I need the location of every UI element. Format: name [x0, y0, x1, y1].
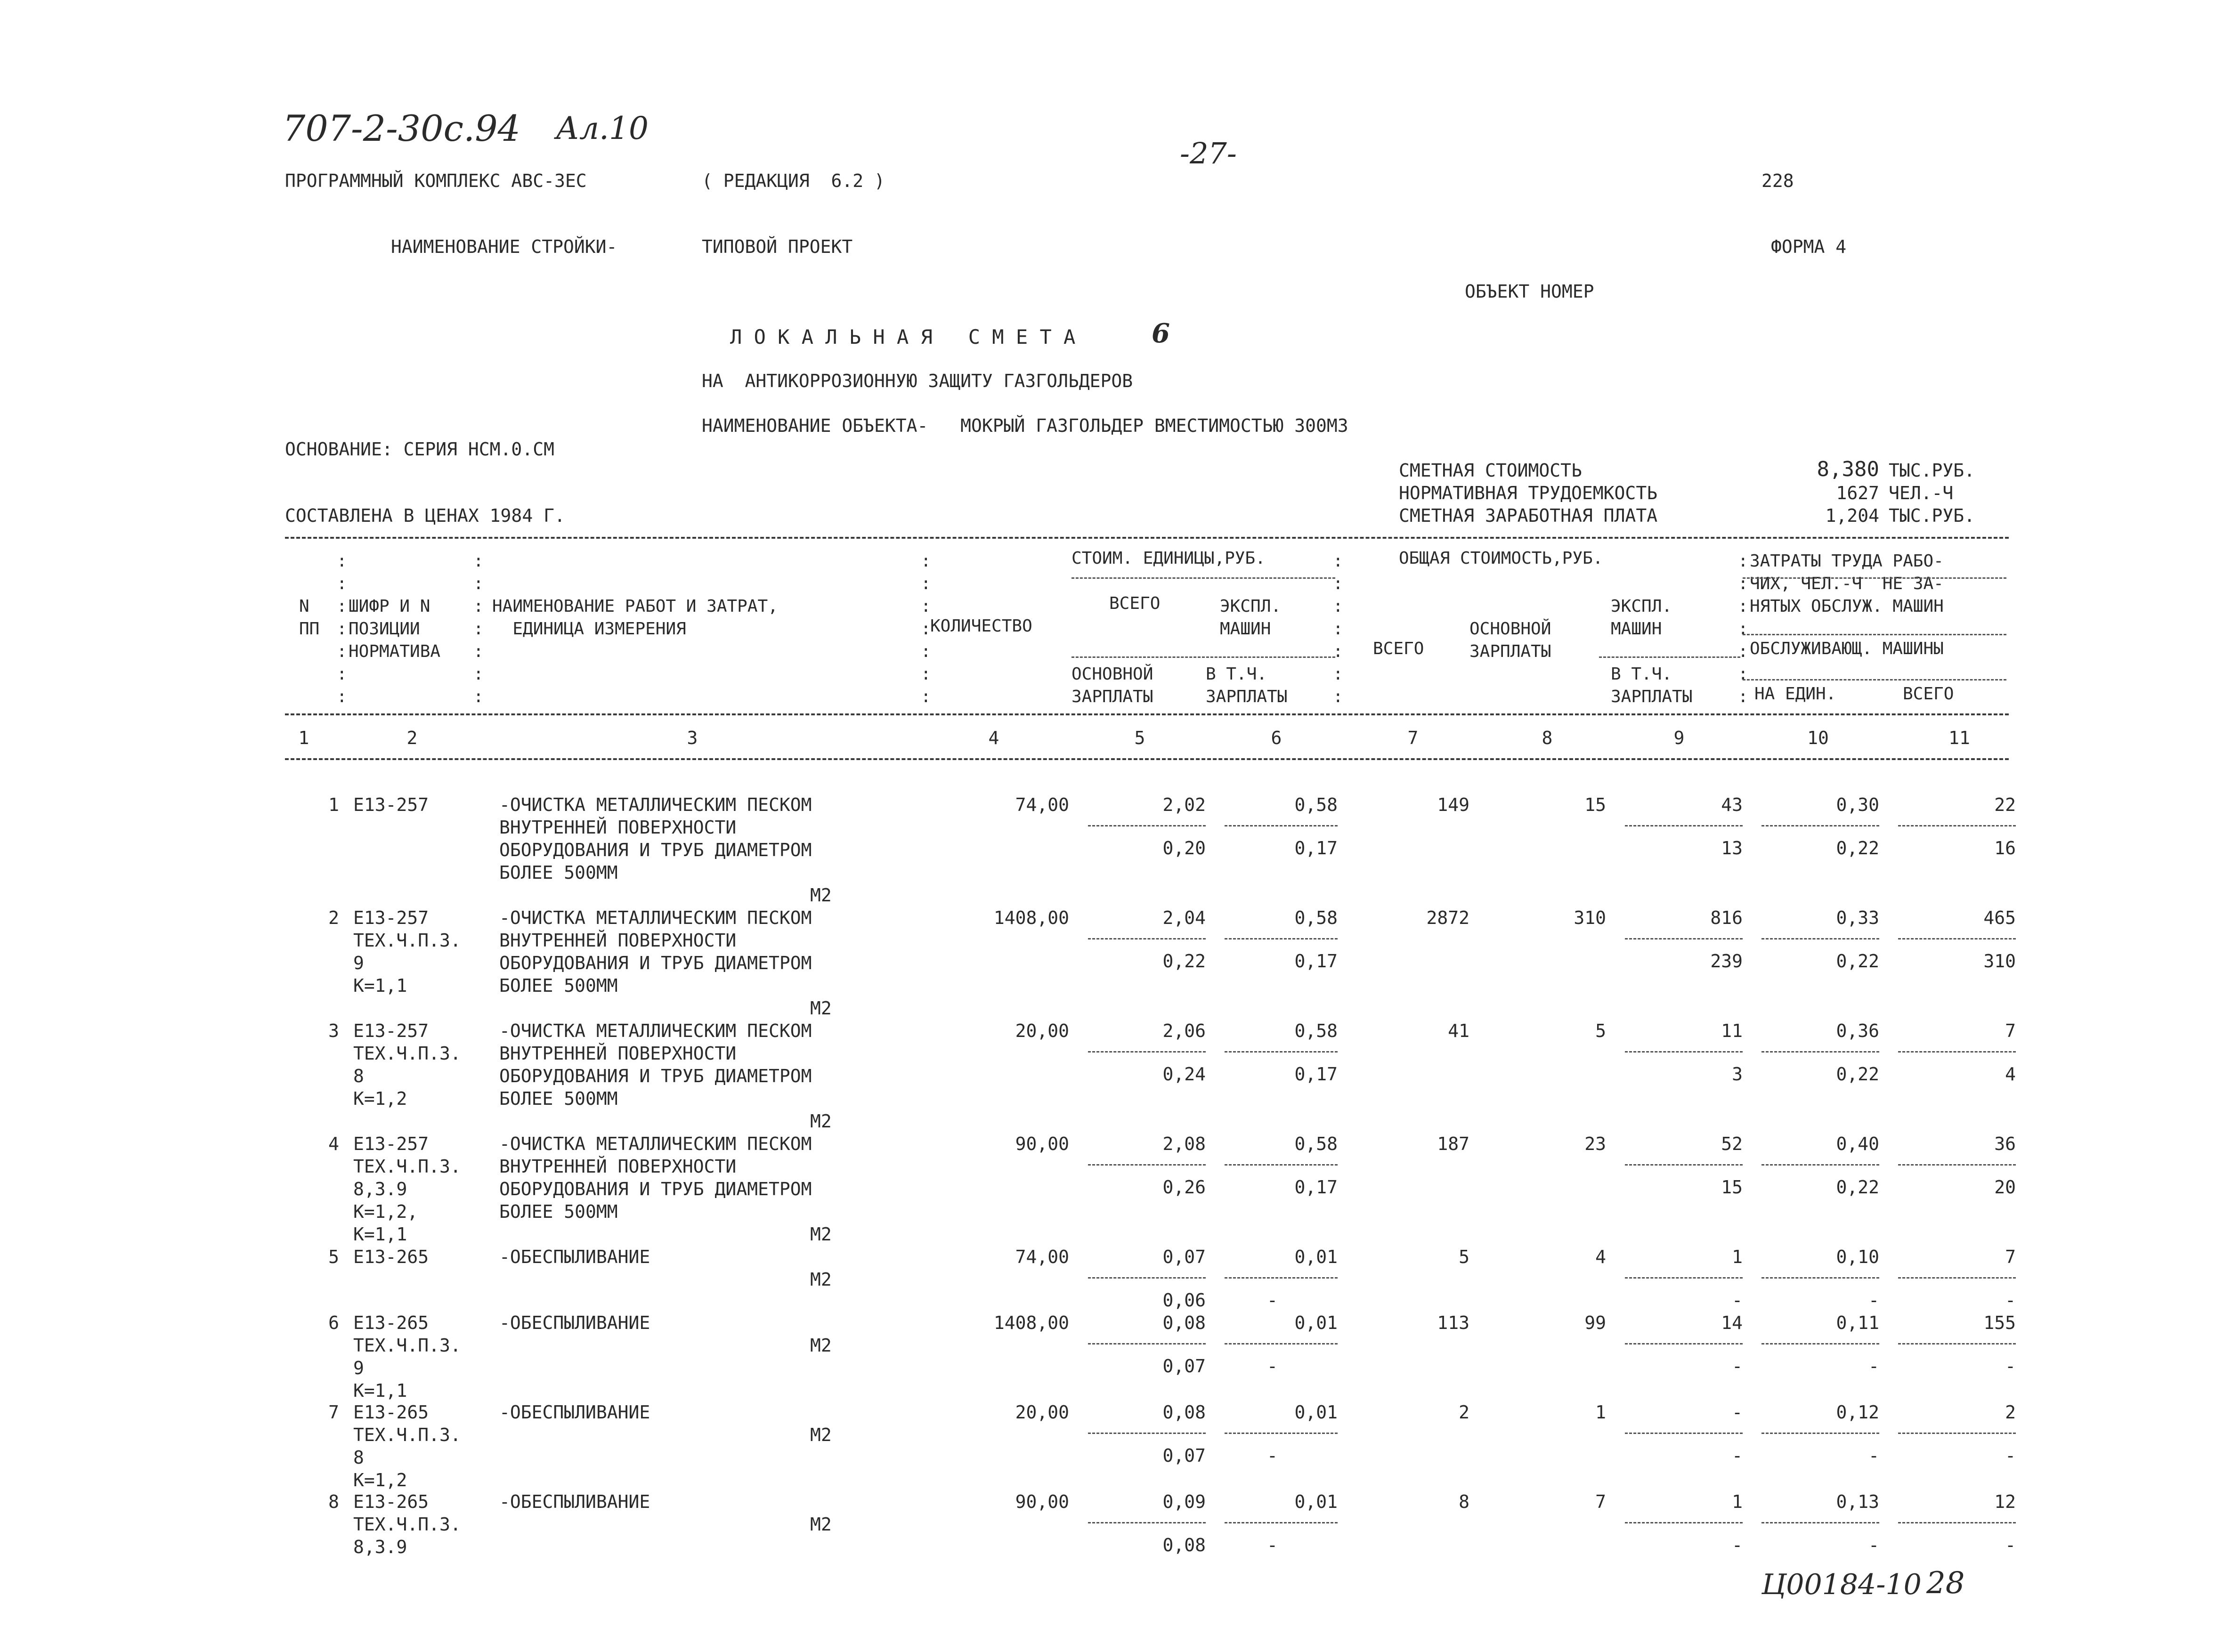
- basis: ОСНОВАНИЕ: СЕРИЯ НСМ.0.СМ: [285, 439, 554, 460]
- labor-total-header: ВСЕГО: [1903, 684, 1954, 704]
- row-c5-wages: 0,26: [1162, 1177, 1206, 1198]
- colon-dividers: : : : : : : :: [473, 551, 484, 706]
- row-number: 7: [328, 1402, 339, 1423]
- unit-cost-group-header: СТОИМ. ЕДИНИЦЫ,РУБ.: [1071, 549, 1266, 568]
- col-number: 5: [1134, 728, 1145, 748]
- unit-cost-subrule: [1071, 577, 1335, 579]
- row-unit: М2: [810, 1335, 832, 1356]
- row-c10-wages: 0,22: [1836, 1064, 1879, 1085]
- row-code: Е13-257: [353, 907, 429, 928]
- row-quantity: 20,00: [1015, 1020, 1069, 1041]
- row-c9: 14: [1721, 1312, 1743, 1333]
- summary-label-labor: НОРМАТИВНАЯ ТРУДОЕМКОСТЬ: [1399, 483, 1658, 503]
- row-c6: 0,58: [1294, 1134, 1338, 1154]
- handwritten-code: 707-2-30с.94: [283, 107, 520, 149]
- cell-divider: [1088, 1164, 1206, 1166]
- row-unit: М2: [810, 1111, 832, 1132]
- col-number: 9: [1673, 728, 1685, 748]
- col-qty-header: КОЛИЧЕСТВО: [930, 616, 1032, 636]
- row-c8: 99: [1584, 1312, 1606, 1333]
- row-c10-wages: 0,22: [1836, 951, 1879, 972]
- unit-incl-header: В Т.Ч. ЗАРПЛАТЫ: [1206, 664, 1288, 706]
- cell-divider: [1225, 1433, 1338, 1434]
- row-c11: 465: [1983, 907, 2016, 928]
- row-c9-wages: 239: [1710, 951, 1743, 972]
- row-c9-wages: 15: [1721, 1177, 1743, 1198]
- footer-page: 28: [1926, 1566, 1965, 1601]
- row-c5-wages: 0,22: [1162, 951, 1206, 972]
- row-quantity: 1408,00: [993, 1312, 1069, 1333]
- row-code: К=1,2,: [353, 1201, 418, 1222]
- colon-dividers: : : : : : : :: [1738, 551, 1748, 706]
- cell-divider: [1225, 1343, 1338, 1344]
- row-c6: 0,58: [1294, 907, 1338, 928]
- row-c9-wages: -: [1732, 1356, 1743, 1377]
- row-code: 8: [353, 1447, 364, 1468]
- construction-label: НАИМЕНОВАНИЕ СТРОЙКИ-: [391, 236, 617, 257]
- summary-unit-wages: ТЫС.РУБ.: [1889, 505, 1975, 526]
- row-code: К=1,1: [353, 975, 407, 996]
- row-code: Е13-257: [353, 1020, 429, 1041]
- row-code: К=1,2: [353, 1470, 407, 1490]
- row-c10-wages: -: [1868, 1356, 1879, 1377]
- col-number: 3: [687, 728, 698, 748]
- row-name: ВНУТРЕННЕЙ ПОВЕРХНОСТИ: [499, 930, 737, 951]
- object-number: ОБЪЕКТ НОМЕР: [1465, 281, 1594, 302]
- row-code: 8,3.9: [353, 1179, 407, 1199]
- labor-machines-header: ОБСЛУЖИВАЮЩ. МАШИНЫ: [1750, 639, 1944, 658]
- estimate-number: 6: [1152, 318, 1170, 349]
- row-c11: 12: [1994, 1491, 2016, 1512]
- row-c11-wages: 4: [2005, 1064, 2016, 1085]
- row-c9: 52: [1721, 1134, 1743, 1154]
- row-unit: М2: [810, 1224, 832, 1245]
- cell-divider: [1088, 938, 1206, 939]
- row-c11: 36: [1994, 1134, 2016, 1154]
- col-code-header: ШИФР И N ПОЗИЦИИ НОРМАТИВА: [349, 597, 441, 661]
- row-c10-wages: -: [1868, 1445, 1879, 1466]
- row-c7: 8: [1459, 1491, 1469, 1512]
- row-name: ОБОРУДОВАНИЯ И ТРУБ ДИАМЕТРОМ: [499, 840, 812, 860]
- row-c8: 1: [1595, 1402, 1606, 1423]
- estimate-subject: НА АНТИКОРРОЗИОННУЮ ЗАЩИТУ ГАЗГОЛЬДЕРОВ: [702, 371, 1133, 391]
- cell-divider: [1761, 1343, 1879, 1344]
- row-c6: 0,01: [1294, 1402, 1338, 1423]
- row-name: -ОБЕСПЫЛИВАНИЕ: [499, 1312, 650, 1333]
- total-wages-header: ОСНОВНОЙ ЗАРПЛАТЫ: [1469, 619, 1551, 661]
- row-c9-wages: -: [1732, 1535, 1743, 1555]
- row-c9: 816: [1710, 907, 1743, 928]
- header-rule-bottom: [285, 713, 2009, 715]
- cell-divider: [1761, 1051, 1879, 1053]
- row-code: 8,3.9: [353, 1537, 407, 1557]
- row-c9: 1: [1732, 1491, 1743, 1512]
- summary-value-wages: 1,204: [1825, 505, 1879, 526]
- row-c10: 0,30: [1836, 794, 1879, 815]
- row-name: -ОБЕСПЫЛИВАНИЕ: [499, 1402, 650, 1423]
- row-c10-wages: 0,22: [1836, 838, 1879, 858]
- col-n-header: N ПП: [299, 597, 320, 639]
- row-name: -ОЧИСТКА МЕТАЛЛИЧЕСКИМ ПЕСКОМ: [499, 794, 812, 815]
- row-name: -ОБЕСПЫЛИВАНИЕ: [499, 1247, 650, 1267]
- row-name: БОЛЕЕ 500ММ: [499, 862, 618, 883]
- colon-dividers: : : : : : : :: [1333, 551, 1343, 706]
- cell-divider: [1225, 825, 1338, 826]
- row-c7: 2: [1459, 1402, 1469, 1423]
- row-code: Е13-257: [353, 1134, 429, 1154]
- row-c9-wages: -: [1732, 1445, 1743, 1466]
- col-number: 8: [1542, 728, 1553, 748]
- row-quantity: 74,00: [1015, 1247, 1069, 1267]
- summary-value-cost: 8,380: [1817, 457, 1879, 481]
- row-c7: 113: [1437, 1312, 1469, 1333]
- summary-unit-cost: ТЫС.РУБ.: [1889, 460, 1975, 481]
- cell-divider: [1625, 1343, 1743, 1344]
- edition: ( РЕДАКЦИЯ 6.2 ): [702, 170, 885, 191]
- total-machines-subrule: [1599, 656, 1740, 658]
- row-c8: 23: [1584, 1134, 1606, 1154]
- row-c6: 0,58: [1294, 1020, 1338, 1041]
- row-number: 1: [328, 794, 339, 815]
- cell-divider: [1898, 1164, 2016, 1166]
- row-name: -ОБЕСПЫЛИВАНИЕ: [499, 1491, 650, 1512]
- row-number: 4: [328, 1134, 339, 1154]
- handwritten-sheet: Ал.10: [556, 110, 649, 146]
- cell-divider: [1225, 938, 1338, 939]
- row-code: ТЕХ.Ч.П.3.: [353, 1335, 461, 1356]
- row-c6-wages: -: [1267, 1445, 1278, 1466]
- cell-divider: [1898, 1433, 2016, 1434]
- cell-divider: [1225, 1277, 1338, 1279]
- row-c7: 41: [1448, 1020, 1469, 1041]
- row-code: К=1,1: [353, 1380, 407, 1401]
- row-c11-wages: 310: [1983, 951, 2016, 972]
- row-name: -ОЧИСТКА МЕТАЛЛИЧЕСКИМ ПЕСКОМ: [499, 1134, 812, 1154]
- row-name: ВНУТРЕННЕЙ ПОВЕРХНОСТИ: [499, 817, 737, 838]
- row-name: ОБОРУДОВАНИЯ И ТРУБ ДИАМЕТРОМ: [499, 1066, 812, 1086]
- object-name: НАИМЕНОВАНИЕ ОБЪЕКТА- МОКРЫЙ ГАЗГОЛЬДЕР ВМЕСТИМОСТЬЮ 300М3: [702, 415, 1348, 436]
- col-number: 11: [1948, 728, 1970, 748]
- row-code: 9: [353, 953, 364, 973]
- row-c7: 149: [1437, 794, 1469, 815]
- row-c10: 0,13: [1836, 1491, 1879, 1512]
- total-incl-header: В Т.Ч. ЗАРПЛАТЫ: [1611, 664, 1693, 706]
- row-c6-wages: 0,17: [1294, 1064, 1338, 1085]
- row-quantity: 90,00: [1015, 1134, 1069, 1154]
- cell-divider: [1761, 938, 1879, 939]
- row-c6-wages: 0,17: [1294, 838, 1338, 858]
- row-code: ТЕХ.Ч.П.3.: [353, 1514, 461, 1535]
- row-quantity: 20,00: [1015, 1402, 1069, 1423]
- colon-dividers: : : : : : : :: [921, 551, 931, 706]
- unit-wages-header: ОСНОВНОЙ ЗАРПЛАТЫ: [1071, 664, 1153, 706]
- cell-divider: [1625, 1164, 1743, 1166]
- row-c9: 43: [1721, 794, 1743, 815]
- row-c9: -: [1732, 1402, 1743, 1423]
- cell-divider: [1088, 1277, 1206, 1279]
- row-code: ТЕХ.Ч.П.3.: [353, 930, 461, 951]
- row-code: Е13-265: [353, 1312, 429, 1333]
- row-c7: 5: [1459, 1247, 1469, 1267]
- col-number: 7: [1407, 728, 1419, 748]
- row-c8: 15: [1584, 794, 1606, 815]
- row-c10-wages: 0,22: [1836, 1177, 1879, 1198]
- row-code: 8: [353, 1066, 364, 1086]
- row-c10: 0,10: [1836, 1247, 1879, 1267]
- row-c6: 0,01: [1294, 1491, 1338, 1512]
- cell-divider: [1088, 1522, 1206, 1523]
- cell-divider: [1088, 1051, 1206, 1053]
- row-c10: 0,11: [1836, 1312, 1879, 1333]
- col-number: 6: [1271, 728, 1282, 748]
- row-unit: М2: [810, 1514, 832, 1535]
- row-name: ОБОРУДОВАНИЯ И ТРУБ ДИАМЕТРОМ: [499, 1179, 812, 1199]
- row-quantity: 74,00: [1015, 794, 1069, 815]
- row-name: ВНУТРЕННЕЙ ПОВЕРХНОСТИ: [499, 1156, 737, 1177]
- row-quantity: 90,00: [1015, 1491, 1069, 1512]
- summary-value-labor: 1627: [1836, 483, 1879, 503]
- row-c5: 2,02: [1162, 794, 1206, 815]
- row-code: 9: [353, 1358, 364, 1378]
- summary-unit-labor: ЧЕЛ.-Ч: [1889, 483, 1954, 503]
- cell-divider: [1761, 1522, 1879, 1523]
- row-c5-wages: 0,08: [1162, 1535, 1206, 1555]
- row-code: ТЕХ.Ч.П.3.: [353, 1425, 461, 1445]
- row-name: ОБОРУДОВАНИЯ И ТРУБ ДИАМЕТРОМ: [499, 953, 812, 973]
- prices-note: СОСТАВЛЕНА В ЦЕНАХ 1984 Г.: [285, 505, 565, 526]
- row-c8: 5: [1595, 1020, 1606, 1041]
- row-code: К=1,2: [353, 1088, 407, 1109]
- row-c5: 2,04: [1162, 907, 1206, 928]
- row-c5: 2,08: [1162, 1134, 1206, 1154]
- estimate-title: Л О К А Л Ь Н А Я С М Е Т А: [730, 325, 1076, 348]
- unit-machines-header: ЭКСПЛ. МАШИН: [1220, 597, 1282, 639]
- row-c10: 0,12: [1836, 1402, 1879, 1423]
- row-code: ТЕХ.Ч.П.3.: [353, 1156, 461, 1177]
- row-c11-wages: -: [2005, 1290, 2016, 1311]
- row-c5-wages: 0,06: [1162, 1290, 1206, 1311]
- cell-divider: [1898, 1522, 2016, 1523]
- unit-total-header: ВСЕГО: [1109, 594, 1161, 613]
- row-c5: 0,08: [1162, 1402, 1206, 1423]
- row-c6-wages: -: [1267, 1356, 1278, 1377]
- row-name: ВНУТРЕННЕЙ ПОВЕРХНОСТИ: [499, 1043, 737, 1064]
- cell-divider: [1761, 1277, 1879, 1279]
- cell-divider: [1225, 1051, 1338, 1053]
- col-number: 2: [406, 728, 418, 748]
- labor-subrule-3: [1743, 679, 2006, 680]
- row-code: К=1,1: [353, 1224, 407, 1245]
- unit-cost-subrule-2: [1071, 656, 1335, 658]
- col-number: 1: [298, 728, 309, 748]
- header-rule-top: [285, 537, 2009, 539]
- cell-divider: [1625, 1522, 1743, 1523]
- row-c9-wages: 13: [1721, 838, 1743, 858]
- row-c11-wages: -: [2005, 1356, 2016, 1377]
- cell-divider: [1088, 825, 1206, 826]
- row-number: 3: [328, 1020, 339, 1041]
- row-c5: 0,07: [1162, 1247, 1206, 1267]
- row-c9: 1: [1732, 1247, 1743, 1267]
- row-unit: М2: [810, 1425, 832, 1445]
- row-number: 8: [328, 1491, 339, 1512]
- cell-divider: [1898, 1051, 2016, 1053]
- row-c6-wages: -: [1267, 1535, 1278, 1555]
- row-c7: 187: [1437, 1134, 1469, 1154]
- row-unit: М2: [810, 1269, 832, 1290]
- cell-divider: [1761, 1164, 1879, 1166]
- row-c11: 22: [1994, 794, 2016, 815]
- program-name: ПРОГРАММНЫЙ КОМПЛЕКС АВС-3ЕС: [285, 170, 587, 191]
- row-c5: 2,06: [1162, 1020, 1206, 1041]
- row-code: Е13-265: [353, 1247, 429, 1267]
- cell-divider: [1898, 1343, 2016, 1344]
- cell-divider: [1761, 825, 1879, 826]
- row-c8: 4: [1595, 1247, 1606, 1267]
- row-number: 2: [328, 907, 339, 928]
- col-name-header: НАИМЕНОВАНИЕ РАБОТ И ЗАТРАТ, ЕДИНИЦА ИЗМЕРЕНИЯ: [492, 597, 778, 639]
- row-c6-wages: 0,17: [1294, 1177, 1338, 1198]
- row-c11: 7: [2005, 1247, 2016, 1267]
- row-unit: М2: [810, 998, 832, 1019]
- footer-stamp: Ц00184-10: [1761, 1568, 1922, 1601]
- cell-divider: [1898, 938, 2016, 939]
- row-c9: 11: [1721, 1020, 1743, 1041]
- row-c5-wages: 0,24: [1162, 1064, 1206, 1085]
- form-label: ФОРМА 4: [1771, 236, 1847, 257]
- row-name: БОЛЕЕ 500ММ: [499, 1088, 618, 1109]
- labor-subrule-2: [1743, 634, 2006, 635]
- row-c5-wages: 0,07: [1162, 1356, 1206, 1377]
- row-code: Е13-265: [353, 1402, 429, 1423]
- labor-group-header: ЗАТРАТЫ ТРУДА РАБО- ЧИХ, ЧЕЛ.-Ч НЕ ЗА- НЯТЫХ ОБСЛУЖ. МАШИН: [1750, 551, 1944, 616]
- col-number: 10: [1807, 728, 1829, 748]
- cell-divider: [1625, 938, 1743, 939]
- total-machines-header: ЭКСПЛ. МАШИН: [1611, 597, 1672, 639]
- col-number: 4: [988, 728, 999, 748]
- row-c6-wages: -: [1267, 1290, 1278, 1311]
- cell-divider: [1625, 1433, 1743, 1434]
- row-c11: 2: [2005, 1402, 2016, 1423]
- row-c11-wages: -: [2005, 1445, 2016, 1466]
- summary-label-cost: СМЕТНАЯ СТОИМОСТЬ: [1399, 460, 1582, 481]
- row-code: Е13-257: [353, 794, 429, 815]
- row-code: Е13-265: [353, 1491, 429, 1512]
- construction-value: ТИПОВОЙ ПРОЕКТ: [702, 236, 853, 257]
- row-c5-wages: 0,07: [1162, 1445, 1206, 1466]
- cell-divider: [1225, 1522, 1338, 1523]
- row-code: ТЕХ.Ч.П.3.: [353, 1043, 461, 1064]
- row-c6: 0,58: [1294, 794, 1338, 815]
- cell-divider: [1761, 1433, 1879, 1434]
- row-unit: М2: [810, 885, 832, 906]
- labor-unit-header: НА ЕДИН.: [1754, 684, 1836, 704]
- row-c6-wages: 0,17: [1294, 951, 1338, 972]
- row-c11-wages: 20: [1994, 1177, 2016, 1198]
- row-c11-wages: -: [2005, 1535, 2016, 1555]
- cell-divider: [1088, 1433, 1206, 1434]
- colon-dividers: : : : : : : :: [337, 551, 347, 706]
- cell-divider: [1625, 1051, 1743, 1053]
- row-c5-wages: 0,20: [1162, 838, 1206, 858]
- row-name: БОЛЕЕ 500ММ: [499, 1201, 618, 1222]
- row-c11: 155: [1983, 1312, 2016, 1333]
- column-number-rule: [285, 758, 2009, 760]
- cell-divider: [1088, 1343, 1206, 1344]
- cell-divider: [1625, 825, 1743, 826]
- row-c9-wages: 3: [1732, 1064, 1743, 1085]
- row-name: -ОЧИСТКА МЕТАЛЛИЧЕСКИМ ПЕСКОМ: [499, 1020, 812, 1041]
- cell-divider: [1625, 1277, 1743, 1279]
- row-c10-wages: -: [1868, 1290, 1879, 1311]
- cell-divider: [1898, 1277, 2016, 1279]
- row-c8: 310: [1574, 907, 1606, 928]
- row-name: -ОЧИСТКА МЕТАЛЛИЧЕСКИМ ПЕСКОМ: [499, 907, 812, 928]
- row-c9-wages: -: [1732, 1290, 1743, 1311]
- row-c5: 0,09: [1162, 1491, 1206, 1512]
- row-c5: 0,08: [1162, 1312, 1206, 1333]
- row-c6: 0,01: [1294, 1247, 1338, 1267]
- row-name: БОЛЕЕ 500ММ: [499, 975, 618, 996]
- cell-divider: [1225, 1164, 1338, 1166]
- row-c10: 0,36: [1836, 1020, 1879, 1041]
- total-all-header: ВСЕГО: [1373, 639, 1424, 658]
- row-c8: 7: [1595, 1491, 1606, 1512]
- row-c10: 0,33: [1836, 907, 1879, 928]
- total-cost-group-header: ОБЩАЯ СТОИМОСТЬ,РУБ.: [1399, 549, 1603, 568]
- summary-label-wages: СМЕТНАЯ ЗАРАБОТНАЯ ПЛАТА: [1399, 505, 1658, 526]
- row-number: 5: [328, 1247, 339, 1267]
- cell-divider: [1898, 825, 2016, 826]
- row-c10: 0,40: [1836, 1134, 1879, 1154]
- labor-subrule: [1743, 577, 2006, 579]
- row-c7: 2872: [1426, 907, 1469, 928]
- row-c6: 0,01: [1294, 1312, 1338, 1333]
- row-number: 6: [328, 1312, 339, 1333]
- page-number: -27-: [1180, 136, 1237, 170]
- row-c10-wages: -: [1868, 1535, 1879, 1555]
- top-right-number: 228: [1761, 170, 1794, 191]
- row-c11: 7: [2005, 1020, 2016, 1041]
- row-c11-wages: 16: [1994, 838, 2016, 858]
- row-quantity: 1408,00: [993, 907, 1069, 928]
